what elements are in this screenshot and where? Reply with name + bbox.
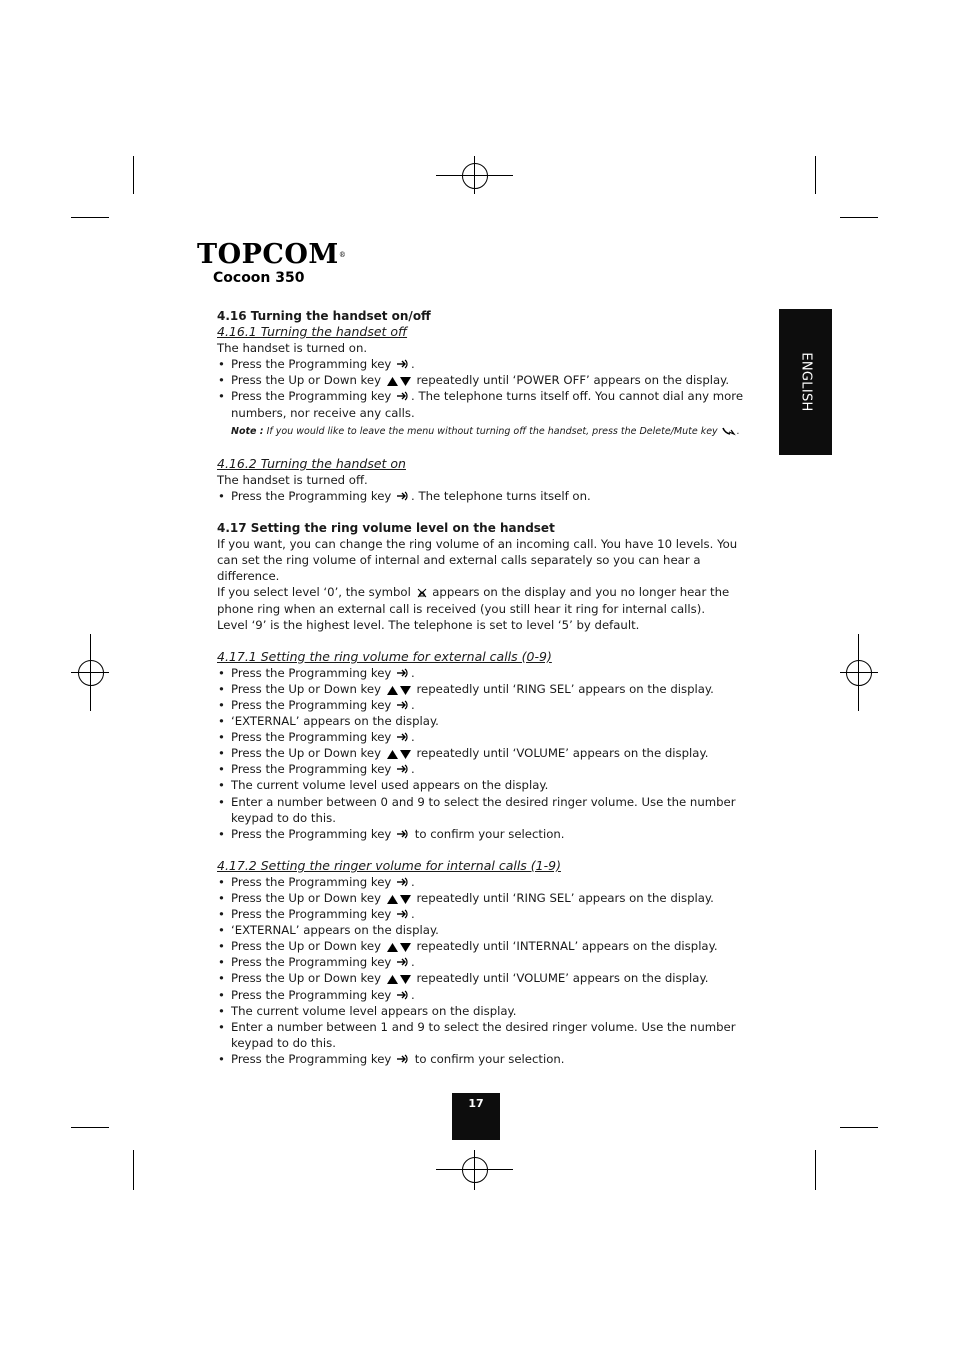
- list-item: • Press the Programming key .: [217, 987, 747, 1003]
- up-down-arrows-icon: [385, 682, 413, 696]
- brand-header: [197, 240, 346, 286]
- up-down-arrows-icon: [385, 891, 413, 905]
- paragraph: The handset is turned off.: [217, 472, 368, 487]
- paragraph: Level ‘9’ is the highest level. The telephone is set to level ‘5’ by default.: [217, 617, 640, 632]
- programming-key-icon: [395, 827, 411, 841]
- list-item: • Press the Up or Down key repeatedly until ‘POWER OFF’ appears on the display.: [217, 372, 747, 388]
- list-item: • Press the Up or Down key repeatedly until ‘VOLUME’ appears on the display.: [217, 745, 747, 761]
- delete-mute-icon: [721, 426, 737, 437]
- list-item: • Press the Programming key .: [217, 874, 747, 890]
- list-item: • Enter a number between 0 and 9 to select the desired ringer volume. Use the number keypad to do this.: [217, 794, 747, 826]
- list-item: • The current volume level used appears on the display.: [217, 777, 747, 793]
- list-item: • Press the Programming key .: [217, 954, 747, 970]
- programming-key-icon: [395, 988, 411, 1002]
- subsection-title: 4.17.1 Setting the ring volume for external calls (0-9): [217, 648, 552, 664]
- programming-key-icon: [395, 389, 411, 403]
- programming-key-icon: [395, 1052, 411, 1066]
- subsection-title: 4.17.2 Setting the ringer volume for internal calls (1-9): [217, 857, 561, 873]
- up-down-arrows-icon: [385, 373, 413, 387]
- list-item: • Enter a number between 1 and 9 to select the desired ringer volume. Use the number keypad to do this.: [217, 1019, 747, 1051]
- list-item: • Press the Up or Down key repeatedly until ‘INTERNAL’ appears on the display.: [217, 938, 747, 954]
- up-down-arrows-icon: [385, 746, 413, 760]
- list-item: • ‘EXTERNAL’ appears on the display.: [217, 922, 747, 938]
- programming-key-icon: [395, 489, 411, 503]
- programming-key-icon: [395, 907, 411, 921]
- list-item: • Press the Programming key .: [217, 906, 747, 922]
- programming-key-icon: [395, 666, 411, 680]
- model-name: Cocoon 350: [213, 270, 305, 286]
- note: Note : If you would like to leave the menu without turning off the handset, press the Delete/Mute key .: [231, 425, 740, 437]
- programming-key-icon: [395, 357, 411, 371]
- instruction-list: [217, 356, 747, 420]
- programming-key-icon: [395, 730, 411, 744]
- list-item: • Press the Programming key .: [217, 729, 747, 745]
- section-title: 4.16 Turning the handset on/off: [217, 309, 431, 323]
- list-item: • Press the Programming key .: [217, 356, 747, 372]
- list-item: • Press the Up or Down key repeatedly until ‘RING SEL’ appears on the display.: [217, 890, 747, 906]
- language-tab: ENGLISH: [779, 309, 832, 455]
- subsection-title: 4.16.1 Turning the handset off: [217, 324, 408, 340]
- instruction-list: [217, 488, 747, 504]
- list-item: • Press the Programming key to confirm your selection.: [217, 1051, 747, 1067]
- programming-key-icon: [395, 698, 411, 712]
- list-item: • Press the Programming key .: [217, 697, 747, 713]
- manual-content: [217, 308, 747, 1067]
- topcom-logo: TOPCOM®: [197, 239, 347, 270]
- up-down-arrows-icon: [385, 939, 413, 953]
- paragraph: If you select level ‘0’, the symbol appears on the display and you no longer hear the phone ring when an external call is received (you still hear it ring for internal calls).: [217, 585, 730, 616]
- instruction-list: [217, 665, 747, 842]
- paragraph: If you want, you can change the ring volume of an incoming call. You have 10 levels. You can set the ring volume of internal and external calls separately so you can hear a difference.: [217, 537, 738, 584]
- programming-key-icon: [395, 875, 411, 889]
- list-item: • Press the Programming key to confirm your selection.: [217, 826, 747, 842]
- list-item: • Press the Programming key .: [217, 761, 747, 777]
- up-down-arrows-icon: [385, 971, 413, 985]
- list-item: • ‘EXTERNAL’ appears on the display.: [217, 713, 747, 729]
- ringer-off-icon: [415, 585, 429, 599]
- section-title: 4.17 Setting the ring volume level on the handset: [217, 521, 555, 536]
- list-item: • Press the Up or Down key repeatedly until ‘RING SEL’ appears on the display.: [217, 681, 747, 697]
- list-item: • Press the Programming key . The telephone turns itself off. You cannot dial any more numbers, nor receive any calls.: [217, 388, 747, 420]
- list-item: • Press the Programming key .: [217, 665, 747, 681]
- programming-key-icon: [395, 762, 411, 776]
- list-item: • Press the Up or Down key repeatedly until ‘VOLUME’ appears on the display.: [217, 970, 747, 986]
- paragraph: The handset is turned on.: [217, 341, 368, 356]
- page-number: 17: [452, 1093, 500, 1140]
- list-item: • Press the Programming key . The telephone turns itself on.: [217, 488, 747, 504]
- instruction-list: [217, 874, 747, 1067]
- subsection-title: 4.16.2 Turning the handset on: [217, 455, 406, 471]
- programming-key-icon: [395, 955, 411, 969]
- list-item: • The current volume level appears on the display.: [217, 1003, 747, 1019]
